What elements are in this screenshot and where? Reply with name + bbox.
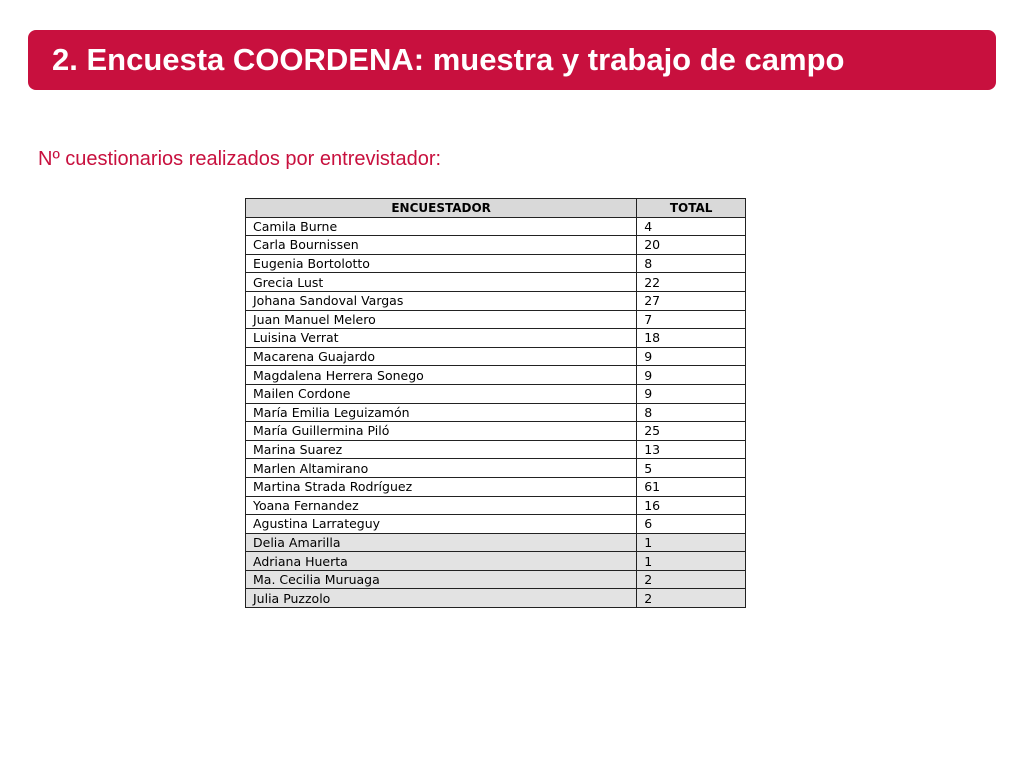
- cell-total: 18: [637, 329, 746, 348]
- cell-name: Magdalena Herrera Sonego: [246, 366, 637, 385]
- table-row: [246, 254, 746, 273]
- cell-total: 1: [637, 533, 746, 552]
- table-row: [246, 496, 746, 515]
- table-row: [246, 440, 746, 459]
- cell-total: 9: [637, 384, 746, 403]
- table-row: [246, 384, 746, 403]
- table-header-row: [246, 199, 746, 218]
- table-row: [246, 347, 746, 366]
- cell-name: Carla Bournissen: [246, 236, 637, 255]
- cell-name: Macarena Guajardo: [246, 347, 637, 366]
- cell-name: Yoana Fernandez: [246, 496, 637, 515]
- table-row: [246, 477, 746, 496]
- cell-total: 8: [637, 254, 746, 273]
- cell-name: Ma. Cecilia Muruaga: [246, 570, 637, 589]
- cell-name: Delia Amarilla: [246, 533, 637, 552]
- table-row: [246, 403, 746, 422]
- cell-name: Marina Suarez: [246, 440, 637, 459]
- cell-name: Marlen Altamirano: [246, 459, 637, 478]
- cell-total: 13: [637, 440, 746, 459]
- cell-name: Johana Sandoval Vargas: [246, 291, 637, 310]
- cell-name: Camila Burne: [246, 217, 637, 236]
- table-row: [246, 459, 746, 478]
- cell-total: 16: [637, 496, 746, 515]
- cell-total: 20: [637, 236, 746, 255]
- cell-total: 9: [637, 366, 746, 385]
- cell-name: Eugenia Bortolotto: [246, 254, 637, 273]
- table-row: [246, 422, 746, 441]
- cell-name: Juan Manuel Melero: [246, 310, 637, 329]
- cell-name: Luisina Verrat: [246, 329, 637, 348]
- table-row: [246, 515, 746, 534]
- slide-subtitle: Nº cuestionarios realizados por entrevistador:: [38, 148, 442, 170]
- cell-total: 2: [637, 570, 746, 589]
- cell-name: María Guillermina Piló: [246, 422, 637, 441]
- title-bar: [28, 30, 996, 90]
- slide-title: 2. Encuesta COORDENA: muestra y trabajo de campo: [52, 42, 845, 77]
- cell-name: Grecia Lust: [246, 273, 637, 292]
- table-row: [246, 589, 746, 608]
- table-row: [246, 570, 746, 589]
- cell-name: María Emilia Leguizamón: [246, 403, 637, 422]
- cell-total: 9: [637, 347, 746, 366]
- cell-name: Agustina Larrateguy: [246, 515, 637, 534]
- table-row: [246, 236, 746, 255]
- header-encuestador: ENCUESTADOR: [246, 199, 637, 218]
- table-row: [246, 366, 746, 385]
- cell-total: 1: [637, 552, 746, 571]
- cell-total: 22: [637, 273, 746, 292]
- table-row: [246, 552, 746, 571]
- cell-total: 6: [637, 515, 746, 534]
- table-row: [246, 533, 746, 552]
- cell-total: 8: [637, 403, 746, 422]
- cell-total: 2: [637, 589, 746, 608]
- table-row: [246, 329, 746, 348]
- cell-total: 5: [637, 459, 746, 478]
- cell-total: 61: [637, 477, 746, 496]
- cell-name: Martina Strada Rodríguez: [246, 477, 637, 496]
- cell-name: Mailen Cordone: [246, 384, 637, 403]
- table-row: [246, 310, 746, 329]
- interviewer-table: [245, 198, 746, 608]
- cell-total: 4: [637, 217, 746, 236]
- cell-total: 7: [637, 310, 746, 329]
- cell-name: Adriana Huerta: [246, 552, 637, 571]
- cell-total: 27: [637, 291, 746, 310]
- header-total: TOTAL: [637, 199, 746, 218]
- table-row: [246, 291, 746, 310]
- cell-name: Julia Puzzolo: [246, 589, 637, 608]
- table-row: [246, 217, 746, 236]
- cell-total: 25: [637, 422, 746, 441]
- table-row: [246, 273, 746, 292]
